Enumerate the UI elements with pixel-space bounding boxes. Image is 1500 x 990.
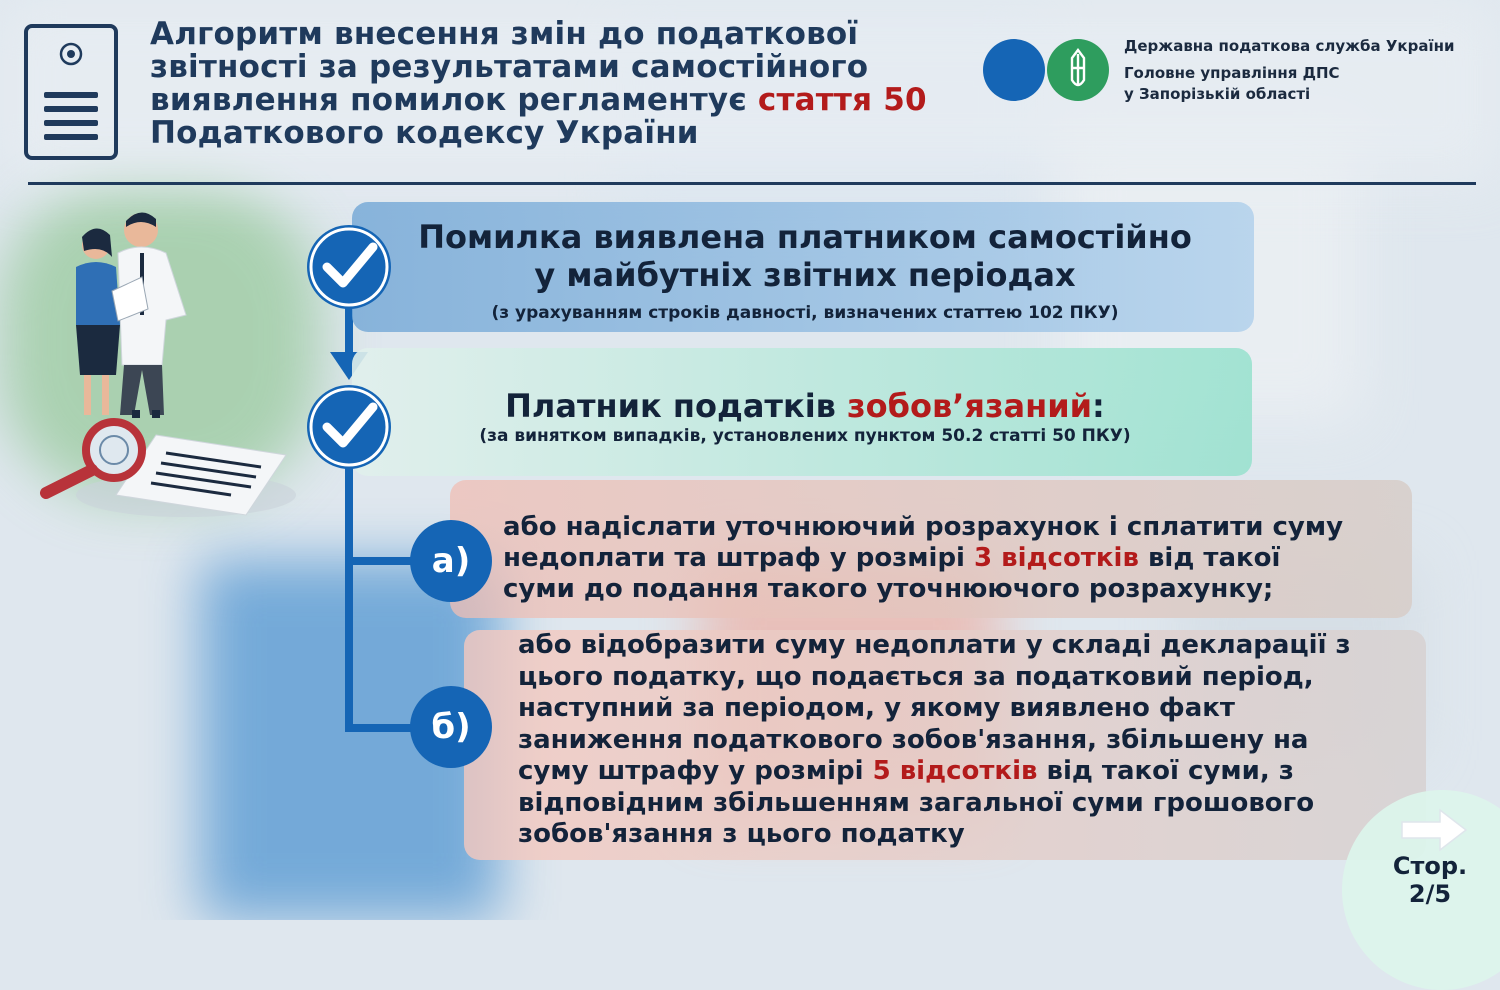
option-a-line-2-end: від такої — [1138, 543, 1281, 573]
step-1-line-2: у майбутніх звітних періодах — [534, 256, 1076, 294]
page-indicator — [1380, 852, 1480, 908]
step-1-note: (з урахуванням строків давності, визначених статтею 102 ПКУ) — [491, 303, 1119, 323]
option-a-line-2 — [503, 543, 1413, 574]
step-2-title-text: Платник податків — [505, 387, 848, 425]
checkmark-icon — [307, 385, 391, 469]
option-b-line-6: відповідним збільшенням загальної суми грошового — [518, 787, 1315, 818]
title-line-2: звітності за результатами самостійного — [150, 49, 869, 85]
step-1-line-1: Помилка виявлена платником самостійно — [418, 218, 1192, 256]
step-1-check — [307, 225, 391, 309]
step-2-check — [307, 385, 391, 469]
title-line-4: Податкового кодексу України — [150, 115, 699, 151]
option-b-line-4: заниження податкового зобов'язання, збільшену на — [518, 724, 1309, 755]
option-b-text — [518, 630, 1418, 851]
option-b-line-5 — [518, 756, 1418, 788]
title-line-3-text: виявлення помилок регламентує — [150, 82, 758, 118]
org-line-1: Державна податкова служба України — [1124, 37, 1455, 55]
org-line-3: у Запорізькій області — [1124, 85, 1311, 103]
arrow-right-icon[interactable] — [1400, 808, 1468, 852]
obligation-highlight: зобов’язаний — [847, 387, 1093, 425]
option-b-line-2: цього податку, що подається за податковий період, — [518, 661, 1314, 692]
step-2-note: (за винятком випадків, установлених пунктом 50.2 статті 50 ПКУ) — [479, 426, 1131, 446]
option-b-line-3: наступний за періодом, у якому виявлено факт — [518, 693, 1235, 723]
option-a-marker: а) — [410, 520, 492, 602]
penalty-5-percent: 5 відсотків — [872, 756, 1038, 786]
step-2-title-colon: : — [1092, 387, 1105, 425]
penalty-3-percent: 3 відсотків — [974, 543, 1139, 573]
checkmark-icon — [307, 225, 391, 309]
option-b-line-5-end: від такої суми, з — [1037, 756, 1294, 786]
article-highlight: стаття 50 — [757, 82, 927, 118]
option-b-line-7: зобов'язання з цього податку — [518, 819, 965, 849]
option-b-marker: б) — [410, 686, 492, 768]
option-a-line-3: суми до подання такого уточнюючого розрахунку; — [503, 574, 1274, 604]
option-a-text — [503, 512, 1413, 605]
option-a-line-2-text: недоплати та штраф у розмірі — [503, 543, 975, 573]
option-b-line-5-text: суму штрафу у розмірі — [518, 756, 873, 786]
page-label: Стор. — [1392, 852, 1468, 880]
org-line-2: Головне управління ДПС — [1124, 64, 1340, 82]
step-2-title — [360, 388, 1250, 424]
option-a-line-1: або надіслати уточнюючий розрахунок і сплатити суму — [503, 512, 1344, 542]
page-number: 2/5 — [1408, 880, 1452, 908]
option-b-line-1: або відобразити суму недоплати у складі декларації з — [518, 630, 1351, 660]
title-line-1: Алгоритм внесення змін до податкової — [150, 16, 859, 52]
step-1-title — [360, 218, 1250, 294]
